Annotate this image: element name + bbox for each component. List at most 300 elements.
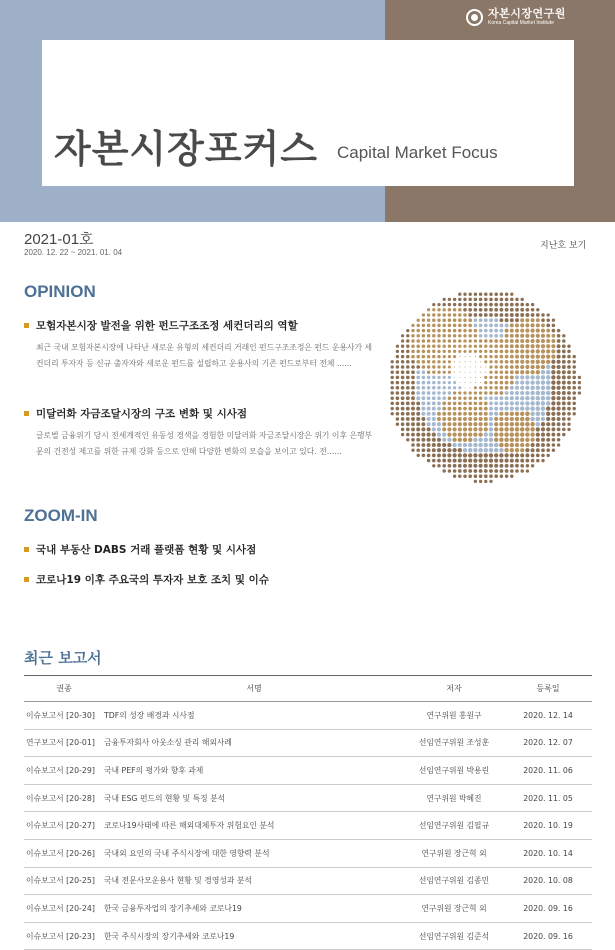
globe-dot xyxy=(396,407,400,411)
globe-dot xyxy=(510,303,514,307)
globe-dot xyxy=(541,422,545,426)
report-author: 선임연구위원 조성훈 xyxy=(404,729,504,757)
globe-dot xyxy=(401,365,405,369)
globe-dot xyxy=(510,308,514,312)
globe-dot xyxy=(448,407,452,411)
globe-dot xyxy=(557,370,561,374)
globe-dot xyxy=(475,382,476,383)
past-issues-link[interactable]: 지난호 보기 xyxy=(540,241,587,251)
article-title-row[interactable] xyxy=(24,318,374,333)
globe-dot xyxy=(520,459,524,463)
globe-dot xyxy=(448,365,451,368)
report-title[interactable]: TDF의 성장 배경과 시사점 xyxy=(104,702,404,730)
globe-dot xyxy=(520,469,523,472)
opinion-article[interactable] xyxy=(24,406,374,459)
globe-dot xyxy=(448,371,451,374)
globe-dot xyxy=(406,376,410,380)
globe-dot xyxy=(536,443,540,447)
globe-dot xyxy=(505,308,509,312)
globe-dot xyxy=(432,417,436,421)
newsletter-title-english: Capital Market Focus xyxy=(337,143,498,162)
globe-dot xyxy=(406,438,409,441)
globe-dot xyxy=(442,329,446,333)
globe-dot xyxy=(520,422,525,427)
globe-dot xyxy=(469,345,472,348)
globe-dot xyxy=(530,396,534,400)
globe-dot xyxy=(464,382,465,383)
table-row[interactable] xyxy=(24,867,592,895)
globe-dot xyxy=(422,334,426,338)
globe-dot xyxy=(465,361,466,362)
globe-dot xyxy=(552,438,556,442)
globe-dot xyxy=(416,443,420,447)
globe-dot xyxy=(510,401,514,405)
globe-dot xyxy=(510,313,514,317)
globe-dot xyxy=(525,427,530,432)
globe-dot xyxy=(484,464,488,468)
globe-dot xyxy=(510,438,515,443)
globe-dot xyxy=(500,469,504,473)
zoomin-item-title[interactable]: 코로나19 이후 주요국의 투자자 보호 조치 및 이슈 xyxy=(36,574,269,586)
report-author: 선임연구위원 김종민 xyxy=(404,867,504,895)
globe-dot xyxy=(453,313,457,317)
table-row[interactable] xyxy=(24,702,592,730)
globe-dot xyxy=(427,344,431,348)
globe-dot xyxy=(396,370,400,374)
report-date: 2020. 11. 06 xyxy=(504,757,592,785)
report-date: 2020. 11. 05 xyxy=(504,784,592,812)
globe-dot xyxy=(479,407,483,411)
globe-dot xyxy=(437,427,441,431)
globe-dot xyxy=(437,360,440,363)
kcmi-logo-icon xyxy=(466,9,483,26)
globe-dot xyxy=(474,292,477,295)
globe-dot xyxy=(494,350,498,354)
globe-dot xyxy=(489,417,493,421)
issue-period: 2020. 12. 22 ~ 2021. 01. 04 xyxy=(24,248,123,257)
globe-dot xyxy=(447,438,451,442)
globe-dot xyxy=(525,375,529,379)
article-title[interactable]: 모험자본시장 발전을 위한 펀드구조조정 세컨더리의 역할 xyxy=(36,320,298,332)
globe-dot xyxy=(416,427,420,431)
globe-dot xyxy=(447,448,451,452)
globe-dot xyxy=(525,360,529,364)
globe-dot xyxy=(489,344,492,347)
report-title[interactable]: 국내 전문사모운용사 현황 및 경영성과 분석 xyxy=(104,867,404,895)
globe-dot xyxy=(432,464,435,467)
globe-dot xyxy=(465,372,466,373)
globe-dot xyxy=(448,350,451,353)
globe-dot xyxy=(484,396,488,400)
globe-dot xyxy=(494,427,498,431)
globe-dot xyxy=(500,308,504,312)
globe-dot xyxy=(453,422,457,426)
globe-dot xyxy=(557,349,561,353)
globe-dot xyxy=(448,396,452,400)
globe-dot xyxy=(480,366,481,367)
globe-dot xyxy=(448,464,452,468)
globe-dot xyxy=(557,334,561,338)
globe-dot xyxy=(505,464,509,468)
globe-dot xyxy=(567,376,571,380)
globe-dot xyxy=(484,350,487,353)
globe-dot xyxy=(504,438,509,443)
globe-dot xyxy=(530,412,535,417)
globe-dot xyxy=(473,432,477,436)
globe-dot xyxy=(499,401,503,405)
globe-dot xyxy=(515,464,519,468)
globe-dot xyxy=(416,350,420,354)
globe-dot xyxy=(520,370,524,374)
globe-dot xyxy=(453,381,456,384)
globe-dot xyxy=(432,329,436,333)
globe-dot xyxy=(416,407,420,411)
globe-dot xyxy=(499,438,504,443)
globe-dot xyxy=(489,365,492,368)
globe-dot xyxy=(479,303,483,307)
table-row[interactable] xyxy=(24,729,592,757)
globe-dot xyxy=(510,417,514,421)
globe-dot xyxy=(494,298,498,302)
kcmi-logo[interactable] xyxy=(466,8,566,26)
report-title[interactable]: 국내외 요인의 국내 주식시장에 대한 영향력 분석 xyxy=(104,839,404,867)
globe-dot xyxy=(530,432,534,436)
zoomin-item-title[interactable]: 국내 부동산 DABS 거래 플랫폼 현황 및 시사점 xyxy=(36,544,257,556)
globe-dot xyxy=(416,339,420,343)
globe-dot xyxy=(390,396,393,399)
globe-dot xyxy=(468,474,472,478)
globe-dot xyxy=(485,372,486,373)
globe-dot xyxy=(520,323,524,327)
globe-dot xyxy=(551,370,555,374)
globe-dot xyxy=(567,417,571,421)
globe-dot xyxy=(478,453,482,457)
globe-dot xyxy=(469,397,472,400)
globe-dot xyxy=(437,386,440,389)
globe-dot xyxy=(505,407,509,411)
globe-dot xyxy=(531,448,535,452)
globe-dot xyxy=(396,402,400,406)
globe-dot xyxy=(427,454,431,458)
report-title[interactable]: 한국 주식시장의 장기추세와 코로나19 xyxy=(104,922,404,950)
globe-dot xyxy=(442,324,446,328)
globe-dot xyxy=(489,313,493,317)
globe-dot xyxy=(546,344,550,348)
globe-dot xyxy=(427,376,431,380)
globe-dot xyxy=(391,371,394,374)
globe-dot xyxy=(536,417,541,422)
globe-dot xyxy=(515,432,520,437)
globe-dot xyxy=(531,464,534,467)
globe-dot xyxy=(499,396,503,400)
globe-dot xyxy=(437,324,441,328)
globe-dot xyxy=(562,422,566,426)
globe-dot xyxy=(442,443,446,447)
globe-dot xyxy=(562,417,566,421)
globe-dot xyxy=(432,355,435,358)
globe-dot xyxy=(520,427,525,432)
globe-dot xyxy=(536,459,540,463)
globe-dot xyxy=(459,372,460,373)
globe-dot xyxy=(479,396,482,399)
report-category: 이슈보고서 [20-29] xyxy=(24,757,104,785)
globe-dot xyxy=(422,376,426,380)
globe-dot xyxy=(411,329,414,332)
globe-dot xyxy=(479,386,482,389)
globe-dot xyxy=(557,339,561,343)
globe-dot xyxy=(479,334,483,338)
report-date: 2020. 10. 08 xyxy=(504,867,592,895)
zoomin-item[interactable] xyxy=(24,542,256,557)
globe-dot xyxy=(489,292,492,295)
globe-dot xyxy=(557,422,561,426)
globe-dot xyxy=(474,318,478,322)
globe-dot xyxy=(468,427,472,431)
globe-dot xyxy=(526,303,530,307)
globe-dot xyxy=(504,448,508,452)
globe-dot xyxy=(437,391,441,395)
globe-dot xyxy=(499,417,503,421)
report-title[interactable]: 국내 ESG 펀드의 현황 및 특징 분석 xyxy=(104,784,404,812)
opinion-article[interactable] xyxy=(24,318,374,371)
globe-dot xyxy=(499,318,503,322)
globe-dot xyxy=(458,459,462,463)
globe-dot xyxy=(422,324,425,327)
globe-dot xyxy=(401,370,405,374)
report-title[interactable]: 금융투자회사 아웃소싱 관리 해외사례 xyxy=(104,729,404,757)
globe-dot xyxy=(520,412,524,416)
globe-dot xyxy=(567,402,571,406)
globe-dot xyxy=(520,443,524,447)
globe-dot xyxy=(458,329,461,332)
globe-dot xyxy=(572,370,576,374)
globe-dot xyxy=(567,386,571,390)
globe-dot xyxy=(468,464,472,468)
globe-dot xyxy=(479,313,483,317)
globe-dot xyxy=(546,438,550,442)
globe-dot xyxy=(406,428,410,432)
globe-dot xyxy=(562,433,565,436)
table-row[interactable] xyxy=(24,784,592,812)
globe-dot xyxy=(562,360,566,364)
globe-dot xyxy=(505,401,509,405)
globe-dot xyxy=(401,350,404,353)
report-title[interactable]: 코로나19사태에 따른 해외대체투자 위험요인 분석 xyxy=(104,812,404,840)
globe-dot xyxy=(541,401,546,406)
globe-dot xyxy=(546,448,550,452)
globe-dot xyxy=(417,324,420,327)
globe-dot xyxy=(427,308,430,311)
globe-dot xyxy=(454,361,455,362)
globe-dot xyxy=(421,438,425,442)
report-title[interactable]: 한국 금융투자업의 장기추세와 코로나19 xyxy=(104,895,404,923)
zoomin-item[interactable] xyxy=(24,572,269,587)
globe-dot xyxy=(494,443,499,448)
globe-dot xyxy=(391,365,394,368)
globe-dot xyxy=(432,360,435,363)
globe-dot xyxy=(432,427,436,431)
globe-dot xyxy=(567,381,571,385)
globe-dot xyxy=(411,438,415,442)
globe-dot xyxy=(453,334,456,337)
globe-dot xyxy=(520,355,524,359)
globe-dot xyxy=(479,345,482,348)
globe-dot xyxy=(505,412,509,416)
globe-dot xyxy=(473,417,477,421)
globe-dot xyxy=(458,464,462,468)
globe-dot xyxy=(474,474,478,478)
globe-dot xyxy=(489,443,494,448)
globe-dot xyxy=(515,406,519,410)
globe-dot xyxy=(536,349,540,353)
table-row[interactable] xyxy=(24,922,592,950)
globe-dot xyxy=(578,381,581,384)
globe-dot xyxy=(551,406,555,410)
globe-dot xyxy=(567,370,571,374)
globe-dot xyxy=(479,318,483,322)
globe-dot xyxy=(411,412,415,416)
globe-dot xyxy=(500,292,503,295)
globe-dot xyxy=(510,396,514,400)
globe-dot xyxy=(416,396,420,400)
globe-dot xyxy=(396,365,399,368)
globe-dot xyxy=(494,334,498,338)
globe-dot xyxy=(474,313,478,317)
globe-dot xyxy=(453,469,457,473)
globe-dot xyxy=(448,345,451,348)
globe-dot xyxy=(567,360,571,364)
globe-dot xyxy=(572,402,576,406)
globe-dot xyxy=(447,433,451,437)
globe-dot xyxy=(504,453,508,457)
globe-dot xyxy=(417,454,420,457)
globe-dot xyxy=(478,427,482,431)
globe-dot xyxy=(525,412,530,417)
globe-dot xyxy=(505,376,509,380)
globe-dot xyxy=(447,459,451,463)
table-row[interactable] xyxy=(24,839,592,867)
globe-dot xyxy=(468,324,472,328)
globe-dot xyxy=(536,406,541,411)
table-row[interactable] xyxy=(24,895,592,923)
globe-dot xyxy=(442,427,446,431)
globe-dot xyxy=(484,432,488,436)
report-author: 연구위원 박혜진 xyxy=(404,784,504,812)
globe-dot xyxy=(443,376,446,379)
globe-dot xyxy=(468,422,472,426)
globe-dot xyxy=(541,454,545,458)
report-title[interactable]: 국내 PEF의 평가와 향후 과제 xyxy=(104,757,404,785)
globe-dot xyxy=(406,355,410,359)
globe-dot xyxy=(459,361,460,362)
globe-dot xyxy=(437,318,441,322)
globe-dot xyxy=(463,313,467,317)
globe-dot xyxy=(489,360,492,363)
globe-dot xyxy=(567,412,571,416)
report-category: 이슈보고서 [20-26] xyxy=(24,839,104,867)
globe-dot xyxy=(458,453,462,457)
globe-dot xyxy=(421,407,425,411)
globe-dot xyxy=(551,380,555,384)
globe-dot xyxy=(541,427,545,431)
column-header-title: 서명 xyxy=(104,676,404,702)
globe-dot xyxy=(557,381,561,385)
globe-dot xyxy=(494,469,498,473)
globe-dot xyxy=(448,298,451,301)
globe-dot xyxy=(442,407,446,411)
globe-dot xyxy=(505,365,509,369)
article-title-row[interactable] xyxy=(24,406,374,421)
article-title[interactable]: 미달러화 자금조달시장의 구조 변화 및 시사점 xyxy=(36,408,247,420)
globe-dot xyxy=(536,323,540,327)
globe-dot xyxy=(567,355,571,359)
globe-dot xyxy=(557,396,561,400)
globe-dot xyxy=(411,401,415,405)
globe-dot xyxy=(530,386,534,390)
table-row[interactable] xyxy=(24,757,592,785)
globe-dot xyxy=(422,370,426,374)
globe-dot xyxy=(406,417,410,421)
globe-dot xyxy=(520,396,524,400)
globe-dot xyxy=(494,318,498,322)
globe-dot xyxy=(567,407,571,411)
globe-dot xyxy=(489,432,493,436)
globe-dot xyxy=(515,448,519,452)
globe-dot xyxy=(463,469,467,473)
globe-dot xyxy=(474,402,478,406)
globe-dot xyxy=(458,417,462,421)
globe-dot xyxy=(515,381,519,385)
globe-dot xyxy=(432,402,436,406)
globe-dot xyxy=(484,422,488,426)
globe-dot xyxy=(520,349,524,353)
globe-dot xyxy=(572,360,575,363)
globe-dot xyxy=(505,459,509,463)
globe-dot xyxy=(562,334,565,337)
globe-dot xyxy=(515,391,519,395)
globe-dot xyxy=(510,412,514,416)
globe-dot xyxy=(500,370,504,374)
globe-dot xyxy=(531,318,535,322)
globe-dot xyxy=(443,350,446,353)
globe-dot xyxy=(465,367,466,368)
globe-dot xyxy=(500,303,504,307)
globe-dot xyxy=(485,366,486,367)
globe-dot xyxy=(453,298,456,301)
globe-dot xyxy=(442,448,446,452)
globe-dot xyxy=(494,432,498,436)
globe-dot xyxy=(562,350,566,354)
globe-dot xyxy=(531,344,535,348)
globe-dot xyxy=(427,422,431,426)
globe-dot xyxy=(442,313,446,317)
globe-dot xyxy=(541,334,545,338)
globe-dot xyxy=(551,360,555,364)
globe-dot xyxy=(422,365,426,369)
globe-dot xyxy=(396,360,399,363)
globe-dot xyxy=(401,417,405,421)
globe-dot xyxy=(447,443,451,447)
globe-dot xyxy=(531,459,535,463)
globe-dot xyxy=(396,396,400,400)
report-date: 2020. 12. 07 xyxy=(504,729,592,757)
globe-dot xyxy=(442,412,446,416)
globe-dot xyxy=(427,407,431,411)
globe-dot xyxy=(525,365,529,369)
globe-dot xyxy=(458,474,461,477)
globe-dot xyxy=(416,401,420,405)
table-row[interactable] xyxy=(24,812,592,840)
